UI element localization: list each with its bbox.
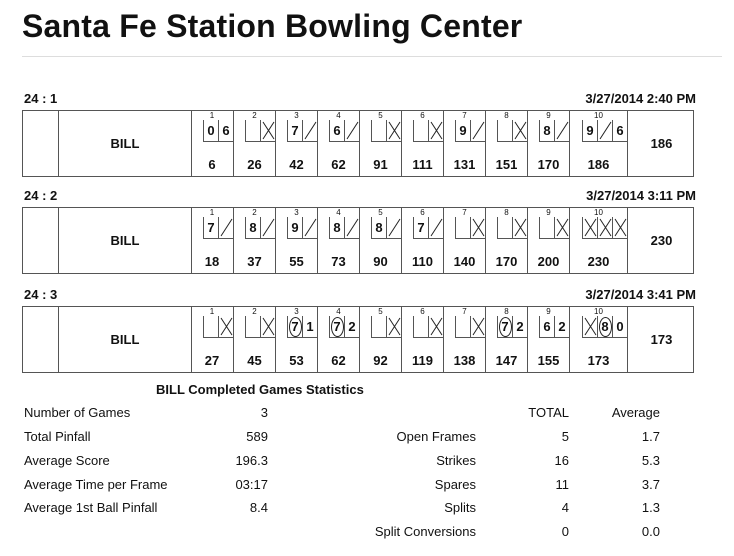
stat-average: 1.3	[641, 500, 660, 515]
ball-pins-text: 6	[333, 123, 341, 138]
strike-mark	[597, 217, 612, 239]
spare-slash-icon	[387, 217, 402, 238]
strike-mark	[386, 316, 401, 338]
game-id: 24 : 3	[24, 287, 58, 302]
frame	[444, 307, 486, 372]
ball-pins	[539, 316, 554, 338]
frame	[318, 208, 360, 273]
game-datetime: 3/27/2014 3:11 PM	[586, 188, 696, 203]
ball-pins-text: 7	[501, 319, 509, 334]
frame	[191, 307, 234, 372]
spare-mark	[428, 217, 443, 239]
frame-number: 10	[594, 307, 603, 316]
ball-boxes	[287, 316, 317, 338]
frame	[234, 208, 276, 273]
strike-mark	[386, 120, 401, 142]
ball-boxes	[245, 120, 275, 142]
strike-x-icon	[429, 120, 444, 141]
ball-pins-text: 7	[291, 319, 299, 334]
frame-number: 8	[504, 111, 509, 120]
strike-mark	[218, 316, 233, 338]
frame	[444, 111, 486, 176]
frame-score: 6	[208, 157, 216, 172]
frame	[402, 208, 444, 273]
stat-label: Average Time per Frame	[24, 477, 168, 492]
spare-slash-icon	[303, 217, 318, 238]
split-circle-icon	[499, 317, 512, 337]
ball-boxes	[287, 217, 317, 239]
ball-box-empty	[413, 316, 428, 338]
score-card	[22, 110, 694, 177]
game-datetime: 3/27/2014 3:41 PM	[585, 287, 696, 302]
ball-boxes	[203, 217, 233, 239]
ball-pins	[287, 120, 302, 142]
ball-box-empty	[413, 120, 428, 142]
ball-pins	[245, 217, 260, 239]
title-divider	[22, 56, 722, 57]
ball-boxes	[371, 120, 401, 142]
ball-pins-text: 7	[417, 220, 425, 235]
stat-label: Strikes	[436, 453, 476, 468]
frame-score: 151	[495, 157, 518, 172]
ball-pins-text: 8	[249, 220, 257, 235]
strike-x-icon	[513, 120, 528, 141]
ball-pins-text: 6	[222, 123, 230, 138]
ball-pins-text: 1	[306, 319, 314, 334]
frame-score: 27	[204, 353, 220, 368]
spare-mark	[260, 217, 275, 239]
frame	[318, 307, 360, 372]
game-id: 24 : 2	[24, 188, 58, 203]
stat-label: Split Conversions	[374, 524, 476, 539]
score-card	[22, 207, 694, 274]
spare-mark	[597, 120, 612, 142]
ball-pins	[203, 217, 218, 239]
ball-boxes	[539, 217, 569, 239]
frame-number: 8	[504, 307, 509, 316]
ball-boxes	[539, 316, 569, 338]
frame	[276, 208, 318, 273]
ball-pins-text: 0	[207, 123, 215, 138]
stat-value: 03:17	[235, 477, 268, 492]
ball-boxes	[329, 316, 359, 338]
frame-score: 92	[373, 353, 388, 368]
frame-score: 170	[495, 254, 518, 269]
frame	[360, 307, 402, 372]
frame-score: 110	[412, 254, 433, 269]
frame-score: 37	[247, 254, 262, 269]
frame-score: 91	[373, 157, 388, 172]
stat-average: 5.3	[641, 453, 660, 468]
frame-score: 147	[495, 353, 518, 368]
frame-score: 131	[453, 157, 476, 172]
ball-pins	[344, 316, 359, 338]
ball-pins	[218, 120, 233, 142]
lane-cell	[23, 307, 59, 372]
frame	[234, 111, 276, 176]
ball-boxes	[329, 120, 359, 142]
ball-boxes	[582, 316, 627, 338]
stat-label: Total Pinfall	[24, 429, 91, 444]
frame-number: 1	[209, 111, 215, 120]
strike-x-icon	[598, 217, 613, 238]
ball-boxes	[455, 120, 485, 142]
ball-boxes	[413, 120, 443, 142]
ball-boxes	[539, 120, 569, 142]
stat-value: 8.4	[249, 500, 268, 515]
ball-pins-text: 7	[291, 123, 299, 138]
frame	[191, 111, 234, 176]
stat-average: 0.0	[641, 524, 660, 539]
frame-score: 200	[537, 254, 560, 269]
frame-number: 10	[594, 111, 603, 120]
game-total: 173	[650, 332, 673, 347]
frame	[402, 111, 444, 176]
frame-number: 3	[294, 111, 299, 120]
strike-mark	[428, 316, 443, 338]
frame-number: 5	[378, 307, 383, 316]
spare-mark	[344, 217, 359, 239]
ball-box-empty	[497, 217, 512, 239]
frame	[486, 111, 528, 176]
strike-x-icon	[555, 217, 570, 238]
stat-total: 0	[561, 524, 569, 539]
stat-label: Average Score	[24, 453, 110, 468]
frame-number: 7	[462, 208, 467, 217]
ball-pins	[512, 316, 527, 338]
strike-x-icon	[613, 217, 628, 238]
player-name: BILL	[59, 307, 192, 372]
strike-mark	[512, 120, 527, 142]
ball-pins	[329, 316, 344, 338]
strike-mark	[582, 217, 597, 239]
spare-slash-icon	[303, 120, 318, 141]
frame-number: 5	[378, 111, 383, 120]
stat-total: 4	[561, 500, 569, 515]
frame-score: 138	[453, 353, 476, 368]
ball-pins	[612, 120, 627, 142]
page-title: Santa Fe Station Bowling Center	[22, 8, 523, 44]
frame-number: 2	[252, 208, 257, 217]
strike-mark	[470, 316, 485, 338]
ball-pins	[455, 120, 470, 142]
ball-box-empty	[203, 316, 218, 338]
stat-label: Number of Games	[24, 405, 131, 420]
frame-number: 3	[294, 307, 299, 316]
stats-average-header: Average	[611, 405, 660, 420]
stat-label: Spares	[434, 477, 476, 492]
ball-pins-text: 7	[333, 319, 341, 334]
spare-slash-icon	[598, 120, 613, 141]
ball-pins	[497, 316, 512, 338]
spare-slash-icon	[429, 217, 444, 238]
spare-mark	[470, 120, 485, 142]
stat-total: 5	[561, 429, 569, 444]
spare-mark	[218, 217, 233, 239]
frame-score: 155	[537, 353, 560, 368]
strike-x-icon	[471, 316, 486, 337]
strike-x-icon	[583, 316, 598, 337]
spare-slash-icon	[219, 217, 234, 238]
ball-boxes	[329, 217, 359, 239]
frame-score: 62	[331, 157, 346, 172]
frame-number: 6	[420, 111, 425, 120]
ball-boxes	[497, 217, 527, 239]
player-name: BILL	[59, 111, 192, 176]
frame	[276, 307, 318, 372]
ball-pins	[413, 217, 428, 239]
ball-boxes	[455, 316, 485, 338]
ball-pins-text: 6	[543, 319, 551, 334]
strike-mark	[470, 217, 485, 239]
ball-pins-text: 2	[348, 319, 356, 334]
ball-box-empty	[371, 120, 386, 142]
frame-score: 62	[331, 353, 346, 368]
ball-boxes	[245, 217, 275, 239]
spare-mark	[344, 120, 359, 142]
strike-mark	[512, 217, 527, 239]
frame-number: 3	[294, 208, 299, 217]
game-id: 24 : 1	[24, 91, 58, 106]
game-total: 186	[650, 136, 673, 151]
ball-box-empty	[371, 316, 386, 338]
frame-score: 53	[289, 353, 304, 368]
frame	[486, 307, 528, 372]
stat-value: 196.3	[235, 453, 268, 468]
stat-total: 16	[554, 453, 569, 468]
game-datetime: 3/27/2014 2:40 PM	[585, 91, 696, 106]
stat-average: 3.7	[641, 477, 660, 492]
strike-x-icon	[219, 316, 234, 337]
frame-number: 10	[594, 208, 603, 217]
ball-pins-text: 2	[516, 319, 524, 334]
frame-score: 18	[204, 254, 220, 269]
frame-number: 2	[252, 111, 257, 120]
spare-mark	[554, 120, 569, 142]
stat-value: 3	[260, 405, 268, 420]
spare-mark	[302, 120, 317, 142]
strike-x-icon	[583, 217, 598, 238]
ball-box-empty	[539, 217, 554, 239]
spare-mark	[386, 217, 401, 239]
ball-pins	[554, 316, 569, 338]
stats-total-header: TOTAL	[528, 405, 569, 420]
frame-score: 45	[247, 353, 262, 368]
strike-x-icon	[513, 217, 528, 238]
frame	[486, 208, 528, 273]
frame	[360, 111, 402, 176]
frame-number: 9	[546, 208, 551, 217]
frame-number: 1	[209, 307, 215, 316]
frame-number: 8	[504, 208, 509, 217]
frame-number: 4	[336, 111, 341, 120]
ball-pins-text: 8	[543, 123, 551, 138]
lane-cell	[23, 208, 59, 273]
frame	[360, 208, 402, 273]
ball-boxes	[582, 217, 627, 239]
frame-number: 4	[336, 208, 341, 217]
ball-boxes	[582, 120, 627, 142]
ball-box-empty	[497, 120, 512, 142]
frame	[234, 307, 276, 372]
ball-pins	[329, 120, 344, 142]
score-card	[22, 306, 694, 373]
frame	[191, 208, 234, 273]
frame-number: 5	[378, 208, 383, 217]
ball-pins-text: 2	[558, 319, 566, 334]
strike-x-icon	[387, 316, 402, 337]
strike-x-icon	[261, 120, 276, 141]
stats-title: BILL Completed Games Statistics	[156, 382, 364, 397]
ball-boxes	[455, 217, 485, 239]
strike-x-icon	[429, 316, 444, 337]
frame-score: 26	[247, 157, 262, 172]
player-name: BILL	[59, 208, 192, 273]
strike-mark	[260, 120, 275, 142]
ball-boxes	[413, 217, 443, 239]
spare-mark	[302, 217, 317, 239]
spare-slash-icon	[261, 217, 276, 238]
ball-pins-text: 0	[616, 319, 624, 334]
ball-pins-text: 8	[601, 319, 609, 334]
ball-boxes	[287, 120, 317, 142]
ball-pins	[302, 316, 317, 338]
game-total: 230	[650, 233, 673, 248]
frame	[528, 208, 570, 273]
ball-pins-text: 9	[459, 123, 467, 138]
frame-number: 7	[462, 111, 467, 120]
ball-boxes	[371, 217, 401, 239]
ball-boxes	[497, 316, 527, 338]
frame-score: 186	[587, 157, 610, 172]
strike-mark	[554, 217, 569, 239]
strike-mark	[612, 217, 627, 239]
ball-boxes	[497, 120, 527, 142]
frame-number: 9	[546, 307, 551, 316]
frame	[402, 307, 444, 372]
stat-label: Open Frames	[396, 429, 476, 444]
frame-score: 119	[412, 353, 433, 368]
frame	[570, 208, 628, 273]
stat-total: 11	[555, 477, 569, 492]
ball-pins	[597, 316, 612, 338]
split-circle-icon	[599, 317, 612, 337]
stat-label: Splits	[444, 500, 476, 515]
ball-boxes	[245, 316, 275, 338]
frame-number: 1	[209, 208, 215, 217]
lane-cell	[23, 111, 59, 176]
frame	[570, 307, 628, 372]
ball-pins	[371, 217, 386, 239]
ball-box-empty	[245, 120, 260, 142]
frame-number: 6	[420, 208, 425, 217]
strike-mark	[260, 316, 275, 338]
stat-value: 589	[246, 429, 268, 444]
frame	[528, 111, 570, 176]
ball-box-empty	[455, 316, 470, 338]
ball-boxes	[203, 316, 233, 338]
frame-score: 173	[587, 353, 610, 368]
frame-score: 111	[412, 157, 433, 172]
ball-boxes	[371, 316, 401, 338]
ball-pins-text: 9	[291, 220, 299, 235]
ball-pins-text: 9	[586, 123, 594, 138]
ball-pins	[287, 316, 302, 338]
frame	[528, 307, 570, 372]
ball-pins	[203, 120, 218, 142]
spare-slash-icon	[345, 120, 360, 141]
stat-average: 1.7	[641, 429, 660, 444]
ball-pins	[287, 217, 302, 239]
strike-x-icon	[471, 217, 486, 238]
ball-pins-text: 6	[616, 123, 624, 138]
strike-mark	[428, 120, 443, 142]
frame-number: 6	[420, 307, 425, 316]
frame-score: 55	[289, 254, 304, 269]
strike-mark	[582, 316, 597, 338]
split-circle-icon	[331, 317, 344, 337]
frame	[318, 111, 360, 176]
spare-slash-icon	[555, 120, 570, 141]
frame-number: 7	[462, 307, 467, 316]
ball-pins	[539, 120, 554, 142]
stat-label: Average 1st Ball Pinfall	[24, 500, 158, 515]
frame-score: 73	[331, 254, 346, 269]
ball-pins	[612, 316, 627, 338]
frame-number: 2	[252, 307, 257, 316]
frame	[276, 111, 318, 176]
split-circle-icon	[289, 317, 302, 337]
ball-pins	[329, 217, 344, 239]
ball-pins-text: 7	[207, 220, 215, 235]
frame-score: 140	[453, 254, 476, 269]
ball-pins	[582, 120, 597, 142]
strike-x-icon	[261, 316, 276, 337]
frame	[444, 208, 486, 273]
frame-number: 4	[336, 307, 341, 316]
frame	[570, 111, 628, 176]
strike-x-icon	[387, 120, 402, 141]
frame-score: 42	[289, 157, 304, 172]
spare-slash-icon	[345, 217, 360, 238]
ball-pins-text: 8	[375, 220, 383, 235]
ball-boxes	[203, 120, 233, 142]
ball-boxes	[413, 316, 443, 338]
ball-box-empty	[245, 316, 260, 338]
frame-score: 170	[537, 157, 560, 172]
ball-box-empty	[455, 217, 470, 239]
frame-score: 90	[373, 254, 388, 269]
ball-pins-text: 8	[333, 220, 341, 235]
spare-slash-icon	[471, 120, 486, 141]
frame-score: 230	[587, 254, 610, 269]
frame-number: 9	[546, 111, 551, 120]
